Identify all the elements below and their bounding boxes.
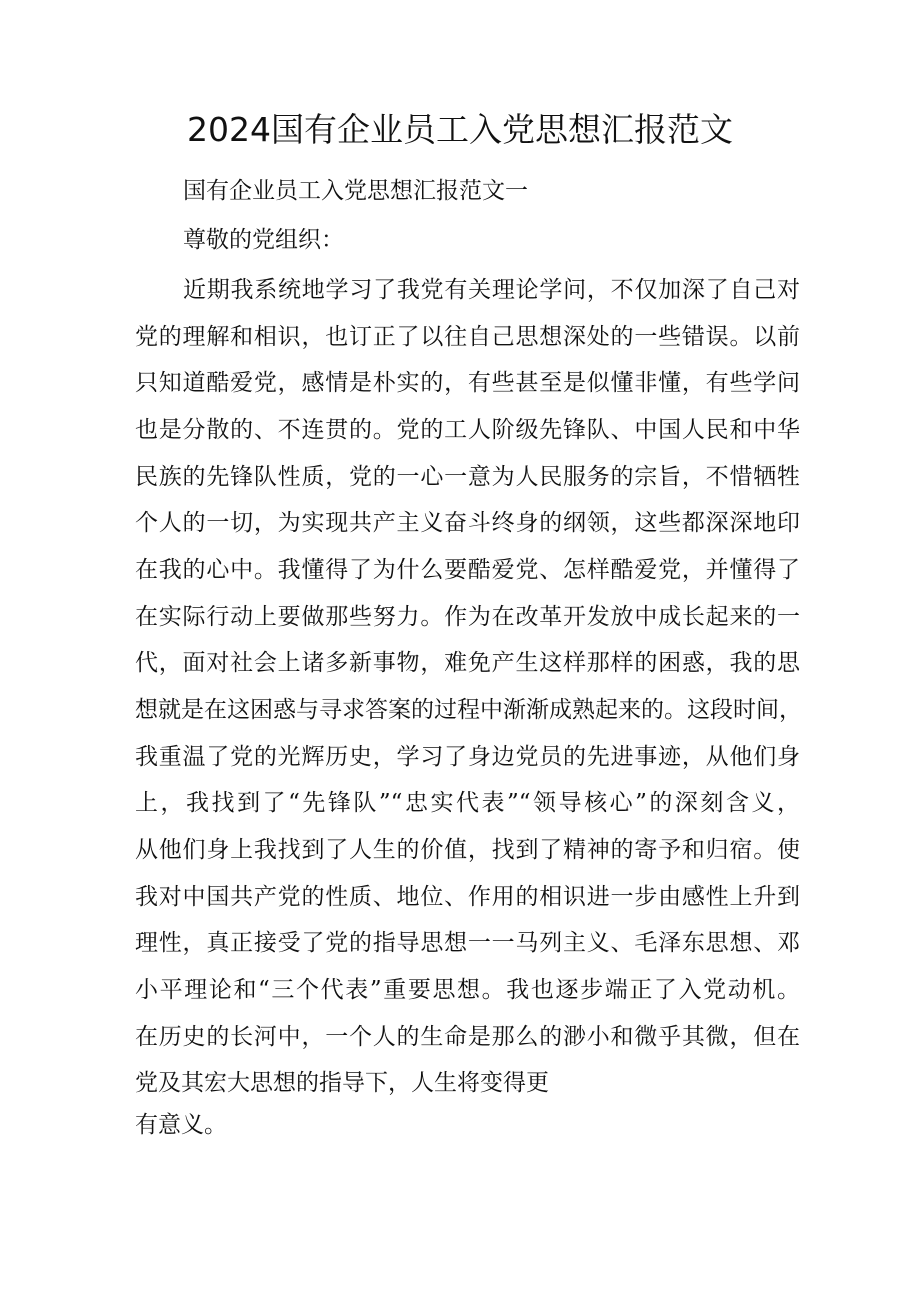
- document-title: 2024国有企业员工入党思想汇报范文: [187, 110, 733, 149]
- paragraph-line: 上，我找到了“先锋队”“忠实代表”“领导核心”的深刻含义，: [135, 790, 800, 816]
- paragraph-line: 近期我系统地学习了我党有关理论学问，不仅加深了自己对: [183, 277, 800, 303]
- paragraph-line: 党的理解和相识，也订正了以往自己思想深处的一些错误。以前: [135, 324, 800, 350]
- paragraph-line: 小平理论和“三个代表”重要思想。我也逐步端正了入党动机。: [135, 977, 800, 1003]
- paragraph-line: 民族的先锋队性质，党的一心一意为人民服务的宗旨，不惜牺牲: [135, 464, 800, 490]
- paragraph-line: 只知道酷爱党，感情是朴实的，有些甚至是似懂非懂，有些学问: [135, 370, 800, 396]
- paragraph-line: 党及其宏大思想的指导下，人生将变得更: [135, 1070, 549, 1096]
- paragraph-line: 从他们身上我找到了人生的价值，找到了精神的寄予和归宿。使: [135, 837, 800, 863]
- paragraph-line: 想就是在这困惑与寻求答案的过程中渐渐成熟起来的。这段时间，: [135, 697, 802, 723]
- paragraph-line: 我对中国共产党的性质、地位、作用的相识进一步由感性上升到: [135, 884, 800, 910]
- salutation: 尊敬的党组织：: [183, 227, 344, 253]
- paragraph-line: 理性，真正接受了党的指导思想一一马列主义、毛泽东思想、邓: [135, 930, 800, 956]
- paragraph-line: 我重温了党的光辉历史，学习了身边党员的先进事迹，从他们身: [135, 744, 800, 770]
- paragraph-line: 在我的心中。我懂得了为什么要酷爱党、怎样酷爱党，并懂得了: [135, 557, 800, 583]
- paragraph-line: 个人的一切，为实现共产主义奋斗终身的纲领，这些都深深地印: [135, 510, 800, 536]
- paragraph-line: 在实际行动上要做那些努力。作为在改革开发放中成长起来的一: [135, 604, 800, 630]
- paragraph-line: 有意义。: [135, 1112, 227, 1138]
- paragraph-line: 代，面对社会上诸多新事物，难免产生这样那样的困惑，我的思: [135, 650, 800, 676]
- paragraph-line: 也是分散的、不连贯的。党的工人阶级先锋队、中国人民和中华: [135, 417, 800, 443]
- paragraph-line: 在历史的长河中，一个人的生命是那么的渺小和微乎其微，但在: [135, 1024, 800, 1050]
- document-subtitle: 国有企业员工入党思想汇报范文一: [183, 178, 528, 204]
